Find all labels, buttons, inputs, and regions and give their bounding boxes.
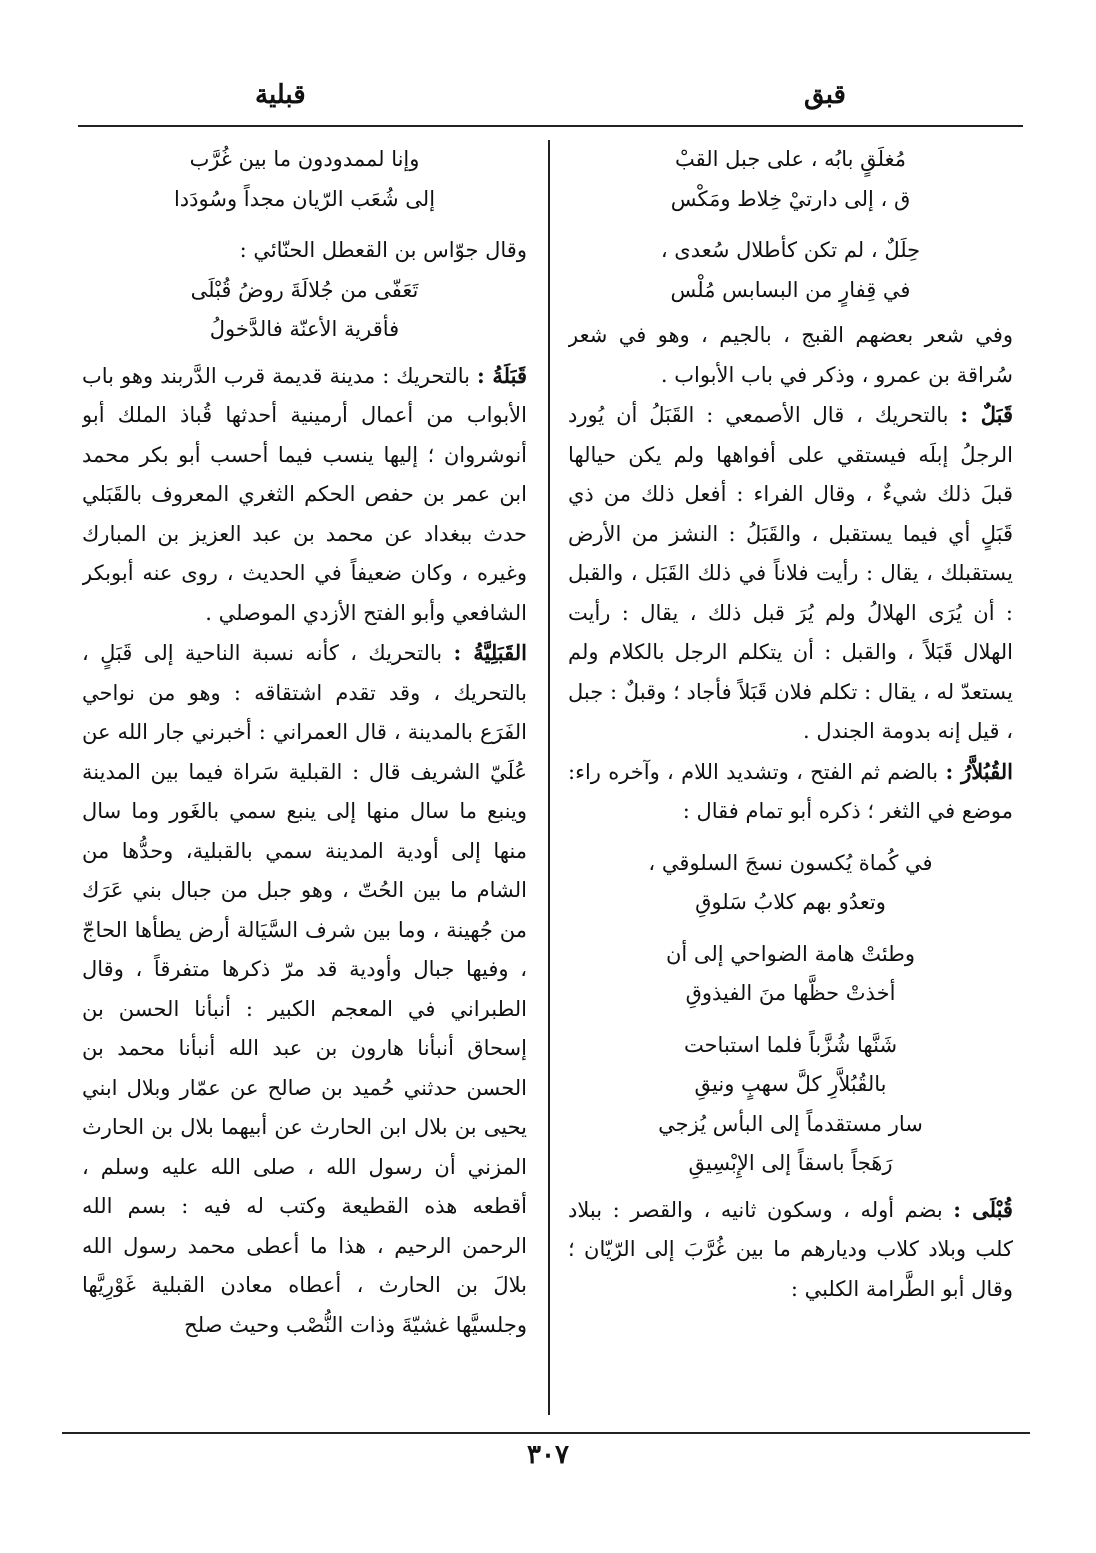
- verse-line: وإنا لممدودون ما بين غُرَّب: [189, 147, 420, 171]
- entry-body: بالتحريك ، كأنه نسبة الناحية إلى قَبَلٍ ، بالتحريك ، وقد تقدم اشتقاقه : وهو من نواحي الفَرَع بالمدينة ، قال العمراني : أخبرني جار الله عن عُلَيّ الشريف قال : القبلية سَراة فيما بين المدينة وينبع ما سال منها إلى ينبع سمي بالغَور وما سال منها إلى أودية المدينة سمي بالقبلية، وحدُّها من الشام ما بين الحُتّ ، وهو جبل من جبال بني عَرَك من جُهينة ، وما بين شرف السَّيَالة أرض يطأها الحاجّ ، وفيها جبال وأودية قد مرّ ذكرها متفرقاً ، وقال الطبراني في المعجم الكبير : أنبأنا الحسن بن إسحاق أنبأنا هارون بن عبد الله أنبأنا محمد بن الحسن حدثني حُميد بن صالح عن عمّار وبلال ابني يحيى بن بلال ابن الحارث عن أبيهما بلال بن الحارث المزني أن رسول الله ، صلى الله عليه وسلم ، أقطعه هذه القطيعة وكتب له فيه : بسم الله الرحمن الرحيم ، هذا ما أعطى محمد رسول الله بلالَ بن الحارث ، أعطاه معادن القبلية غَوْرِيَّها وجلسيَّها غشيّةَ وذات النُّصْب وحيث صلح: [82, 641, 527, 1337]
- entry-body: بالتحريك ، قال الأصمعي : القَبَلُ أن يُورد الرجلُ إبلَه فيستقي على أفواهها ولم يكن حيالها قبلَ ذلك شيءٌ ، وقال الفراء : أفعل ذلك من ذي قَبَلٍ أي فيما يستقبل ، والقَبَلُ : النشز من الأرض يستقبلك ، يقال : رأيت فلاناً في ذلك القَبَل ، والقبل : أن يُرَى الهلالُ ولم يُرَ قبل ذلك ، يقال : رأيت الهلال قَبَلاً ، والقبل : أن يتكلم الرجل بالكلام ولم يستعدّ له ، يقال : تكلم فلان قَبَلاً فأجاد ؛ وقبلٌ : جبل ، قيل إنه بدومة الجندل .: [568, 403, 1013, 743]
- running-head-right: قبق: [804, 80, 846, 110]
- entry-body: بالضم ثم الفتح ، وتشديد اللام ، وآخره راء: موضع في الثغر ؛ ذكره أبو تمام فقال :: [568, 759, 1013, 823]
- column-divider: [548, 140, 550, 1415]
- entry-qabal: [568, 395, 1013, 752]
- entry-qubullar: [568, 752, 1013, 832]
- headword: قَبَلٌ :: [960, 402, 1013, 427]
- running-head-left: قبلية: [255, 80, 306, 110]
- verse-line: سار مستقدماً إلى البأس يُزجي: [658, 1111, 923, 1136]
- paragraph: وفي شعر بعضهم القبج ، بالجيم ، وهو في شعر سُراقة بن عمرو ، وذكر في باب الأبواب .: [568, 323, 1013, 387]
- right-column: [568, 140, 1013, 1420]
- entry-body: بضم أوله ، وسكون ثانيه ، والقصر : ببلاد كلب وبلاد كلاب وديارهم ما بين غُرَّبَ إلى الرّيّان ؛ وقال أبو الطَّرامة الكلبي :: [568, 1197, 1013, 1301]
- headword: القَبَلِيَّةُ :: [453, 640, 527, 665]
- left-column: [82, 140, 527, 1420]
- entry-qabala: [82, 356, 527, 634]
- verse-line: إلى شُعَب الرّيان مجداً وسُودَدا: [173, 186, 436, 211]
- verse-line: وتعدُو بهم كلابُ سَلوقِ: [695, 890, 886, 914]
- bottom-rule: [62, 1432, 1030, 1434]
- headword: قَبَلَةُ :: [477, 362, 527, 388]
- verse-line: وطئتْ هامة الضواحي إلى أن: [665, 941, 916, 966]
- verse-line: مُغلَقٍ بابُه ، على جبل القبْ: [674, 147, 907, 171]
- entry-qabaliyya: [82, 633, 527, 1345]
- top-rule: [78, 125, 1023, 127]
- verse-line: تَعَفّى من جُلالَةَ روضُ قُبْلَى: [190, 277, 419, 302]
- verse-line: في كُماة يُكسون نسجَ السلوقي ،: [648, 850, 933, 875]
- verse-line: في قِفارٍ من البسابس مُلْس: [670, 277, 911, 302]
- entry-body: بالتحريك : مدينة قديمة قرب الدَّربند وهو باب الأبواب من أعمال أرمينية أحدثها قُباذ الملك أبو أنوشروان ؛ إليها ينسب فيما أحسب أبو بكر محمد ابن عمر بن حفص الحكم الثغري المعروف بالقَبَلي حدث ببغداد عن محمد بن عبد العزيز بن المبارك وغيره ، وكان ضعيفاً في الحديث ، روى عنه أبوبكر الشافعي وأبو الفتح الأزدي الموصلي .: [82, 363, 527, 625]
- verse-line: فأقرية الأعنّة فالدَّخولُ: [209, 317, 400, 341]
- verse-line: ق ، إلى دارتيْ خِلاط ومَكْس: [670, 186, 911, 211]
- verse-line: أخذتْ حظَّها منَ الفيذوقِ: [685, 981, 896, 1005]
- paragraph: وقال جوّاس بن القعطل الحنّائي :: [239, 238, 527, 262]
- verse-line: شَنَّها شُزَّباً فلما استباحت: [683, 1032, 898, 1057]
- verse-line: حِلَلٌ ، لم تكن كأطلال سُعدى ،: [660, 238, 921, 262]
- verse-line: بالقُبُلاَّرِ كلَّ سهبٍ ونيقِ: [694, 1072, 887, 1096]
- headword: قُبْلَى :: [953, 1196, 1013, 1222]
- entry-qubla: [568, 1190, 1013, 1310]
- headword: القُبُلاَّرُ :: [945, 758, 1013, 784]
- page-number: ٣٠٧: [527, 1440, 569, 1470]
- verse-line: رَهَجاً باسقاً إلى الإِبْسِيقِ: [688, 1151, 893, 1175]
